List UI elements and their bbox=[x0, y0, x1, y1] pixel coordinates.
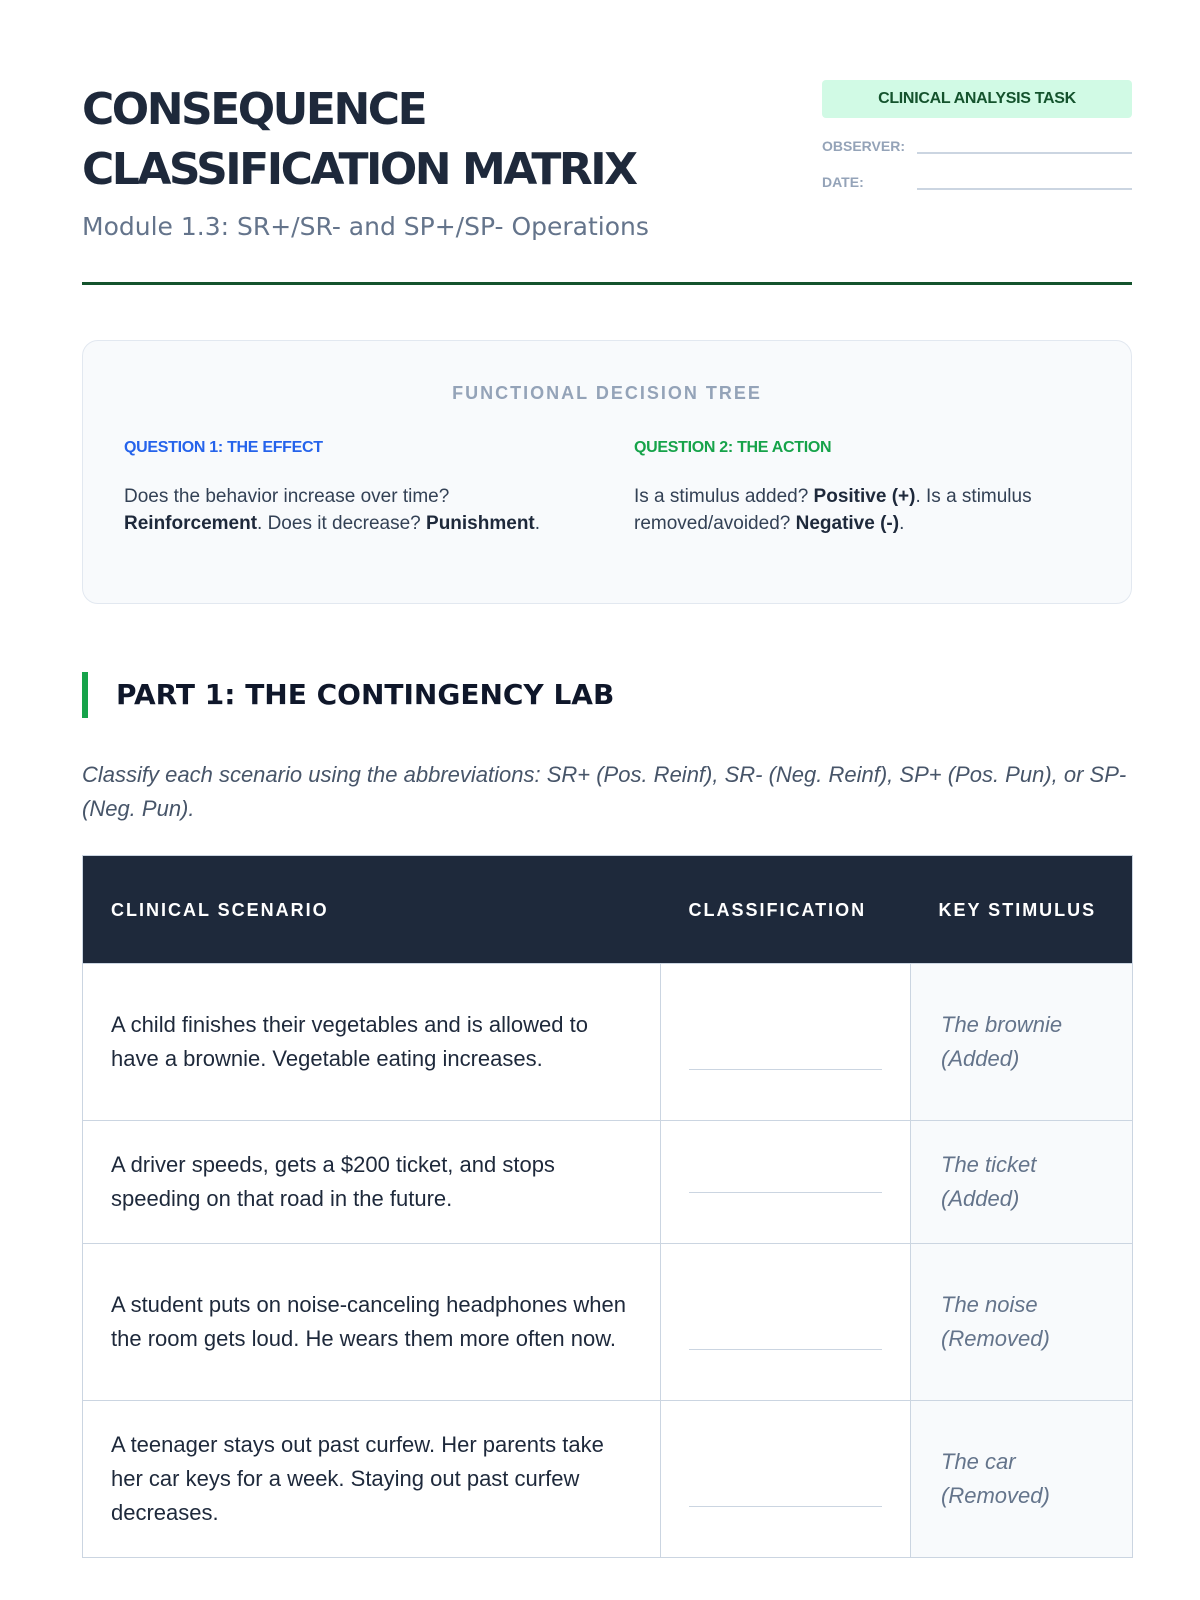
column-header-stimulus: KEY STIMULUS bbox=[911, 856, 1133, 964]
answer-line[interactable] bbox=[689, 1069, 882, 1070]
title-line-1: CONSEQUENCE bbox=[82, 84, 426, 135]
question-1-text: Does the behavior increase over time? Reinforcement. Does it decrease? Punishment. bbox=[124, 486, 541, 534]
table-row bbox=[83, 1401, 1133, 1558]
observer-field[interactable] bbox=[917, 134, 1132, 154]
classification-cell[interactable] bbox=[661, 1401, 911, 1558]
answer-line[interactable] bbox=[689, 1506, 882, 1507]
column-header-classification: CLASSIFICATION bbox=[661, 856, 911, 964]
scenario-cell: A teenager stays out past curfew. Her parents take her car keys for a week. Staying out past curfew decreases. bbox=[83, 1401, 661, 1558]
stimulus-cell: The car (Removed) bbox=[911, 1401, 1133, 1558]
stimulus-cell: The noise (Removed) bbox=[911, 1244, 1133, 1401]
question-2-text: Is a stimulus added? Positive (+). Is a stimulus removed/avoided? Negative (-). bbox=[634, 486, 1032, 534]
question-1-heading: QUESTION 1: THE EFFECT bbox=[124, 439, 323, 456]
answer-line[interactable] bbox=[689, 1349, 882, 1350]
scenario-cell: A child finishes their vegetables and is allowed to have a brownie. Vegetable eating increases. bbox=[83, 964, 661, 1121]
date-field[interactable] bbox=[917, 170, 1132, 190]
task-badge: CLINICAL ANALYSIS TASK bbox=[822, 80, 1132, 118]
stimulus-cell: The brownie (Added) bbox=[911, 964, 1133, 1121]
table-row bbox=[83, 964, 1133, 1121]
stimulus-cell: The ticket (Added) bbox=[911, 1121, 1133, 1244]
instructions: Classify each scenario using the abbreviations: SR+ (Pos. Reinf), SR- (Neg. Reinf), SP+ (Pos. Pun), or SP- (Neg. Pun). bbox=[82, 762, 1127, 821]
column-header-scenario: CLINICAL SCENARIO bbox=[83, 856, 661, 964]
meta-panel bbox=[822, 80, 1132, 190]
date-label: DATE: bbox=[822, 174, 864, 190]
page-title bbox=[82, 80, 762, 200]
answer-line[interactable] bbox=[689, 1192, 882, 1193]
question-1 bbox=[124, 439, 574, 537]
observer-row bbox=[822, 132, 1132, 154]
contingency-table bbox=[82, 855, 1133, 1558]
scenario-cell: A student puts on noise-canceling headphones when the room gets loud. He wears them more often now. bbox=[83, 1244, 661, 1401]
classification-cell[interactable] bbox=[661, 1244, 911, 1401]
observer-label: OBSERVER: bbox=[822, 138, 905, 154]
classification-cell[interactable] bbox=[661, 1121, 911, 1244]
title-line-2: CLASSIFICATION MATRIX bbox=[82, 144, 636, 195]
part-1-title: PART 1: THE CONTINGENCY LAB bbox=[116, 678, 615, 711]
decision-tree-title: FUNCTIONAL DECISION TREE bbox=[452, 383, 762, 403]
date-row bbox=[822, 168, 1132, 190]
classification-cell[interactable] bbox=[661, 964, 911, 1121]
page-subtitle: Module 1.3: SR+/SR- and SP+/SP- Operations bbox=[82, 212, 649, 241]
decision-tree-panel bbox=[82, 340, 1132, 604]
scenario-cell: A driver speeds, gets a $200 ticket, and stops speeding on that road in the future. bbox=[83, 1121, 661, 1244]
table-row bbox=[83, 1121, 1133, 1244]
worksheet-header bbox=[82, 80, 1132, 285]
table-header-row bbox=[83, 856, 1133, 964]
question-2 bbox=[634, 439, 1084, 537]
table-row bbox=[83, 1244, 1133, 1401]
question-2-heading: QUESTION 2: THE ACTION bbox=[634, 439, 832, 456]
section-heading bbox=[82, 672, 614, 718]
